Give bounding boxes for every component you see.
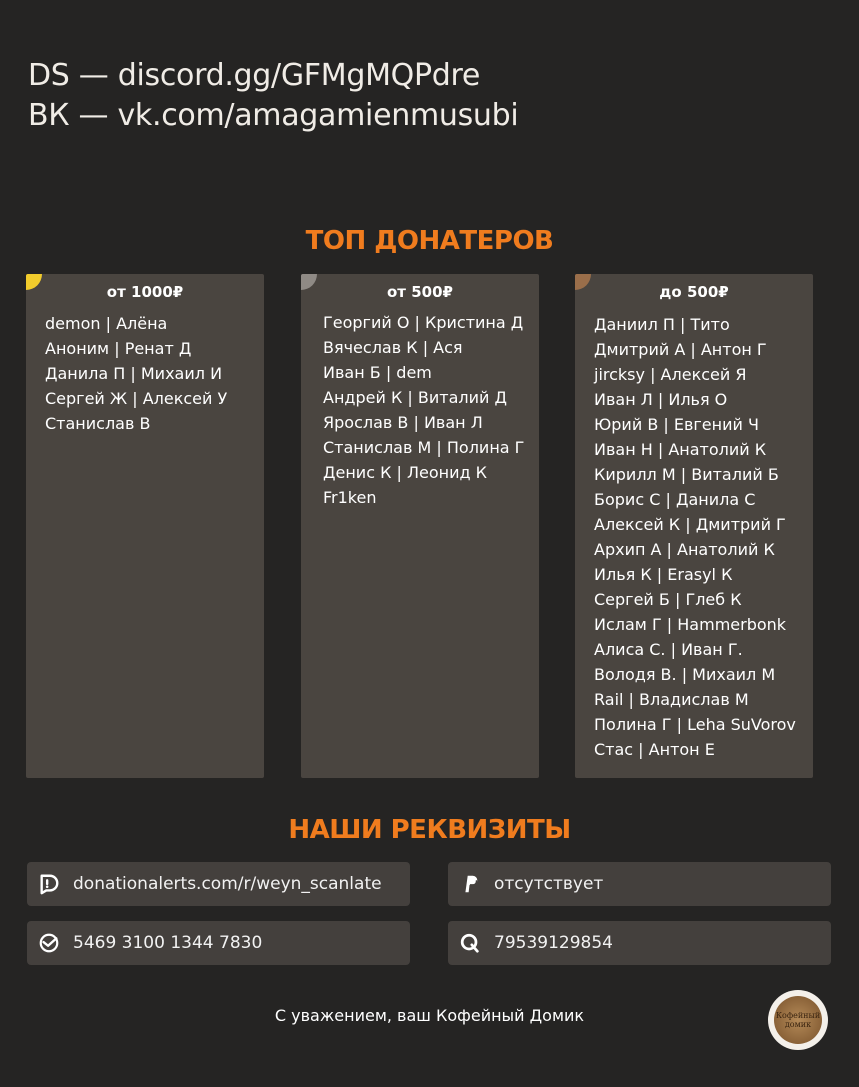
list-item: Юрий В | Евгений Ч [594,415,759,434]
list-item: Алексей К | Дмитрий Г [594,515,786,534]
donator-list [45,311,264,436]
list-item: Стас | Антон Е [594,740,715,759]
list-item: Сергей Б | Глеб К [594,590,742,609]
list-item: Архип А | Анатолий К [594,540,775,559]
card-title: до 500₽ [659,283,729,301]
donator-card-1000 [26,274,264,778]
list-item: Георгий О | Кристина Д [323,313,524,332]
qiwi-number[interactable]: 79539129854 [494,933,613,953]
list-item: Алиса С. | Иван Г. [594,640,743,659]
sberbank-icon [37,931,61,955]
paypal-icon [458,872,482,896]
list-item: Денис К | Леонид К [323,463,488,482]
sberbank-requisite[interactable] [27,921,410,965]
list-item: Дмитрий А | Антон Г [594,340,767,359]
list-item: Fr1ken [323,488,377,507]
paypal-requisite [448,862,831,906]
list-item: Володя В. | Михаил М [594,665,776,684]
list-item: Сергей Ж | Алексей У [45,389,228,408]
list-item: Даниил П | Тито [594,315,730,334]
donator-list [323,310,539,510]
list-item: Станислав М | Полина Г [323,438,525,457]
logo-emblem [774,996,822,1044]
donationalerts-requisite[interactable] [27,862,410,906]
list-item: Андрей К | Виталий Д [323,388,507,407]
donator-card-under-500 [575,274,813,778]
footer-signature: С уважением, ваш Кофейный Домик [274,1006,585,1025]
list-item: Ярослав В | Иван Л [323,413,483,432]
list-item: Иван Л | Илья О [594,390,728,409]
list-item: Илья К | Erasyl К [594,565,733,584]
card-title: от 500₽ [387,283,453,301]
vk-link[interactable]: ВК — vk.com/amagamienmusubi [28,98,519,133]
list-item: demon | Алёна [45,314,168,333]
list-item: Ислам Г | Hammerbonk [594,615,787,634]
coffee-house-logo [768,990,828,1050]
donationalerts-icon [37,872,61,896]
list-item: Rail | Владислав М [594,690,749,709]
list-item: Кирилл М | Виталий Б [594,465,779,484]
sberbank-card-number[interactable]: 5469 3100 1344 7830 [73,933,263,953]
list-item: Иван Б | dem [323,363,432,382]
logo-text: Кофейный домик [775,1011,821,1029]
card-title: от 1000₽ [106,283,184,301]
list-item: Полина Г | Leha SuVorov [594,715,796,734]
list-item: Аноним | Ренат Д [45,339,192,358]
donator-card-500 [301,274,539,778]
paypal-value: отсутствует [494,874,604,894]
list-item: Иван Н | Анатолий К [594,440,767,459]
discord-link[interactable]: DS — discord.gg/GFMgMQPdre [28,58,481,93]
list-item: Станислав В [45,414,151,433]
top-donators-title: ТОП ДОНАТЕРОВ [305,226,554,256]
list-item: Данила П | Михаил И [45,364,223,383]
donationalerts-link[interactable]: donationalerts.com/r/weyn_scanlate [73,874,382,894]
qiwi-requisite[interactable] [448,921,831,965]
list-item: Вячеслав К | Ася [323,338,463,357]
social-links [28,56,518,136]
list-item: Борис С | Данила С [594,490,756,509]
list-item: jircksy | Алексей Я [594,365,747,384]
donator-list [594,312,813,762]
qiwi-icon [458,931,482,955]
requisites-title: НАШИ РЕКВИЗИТЫ [288,815,571,845]
